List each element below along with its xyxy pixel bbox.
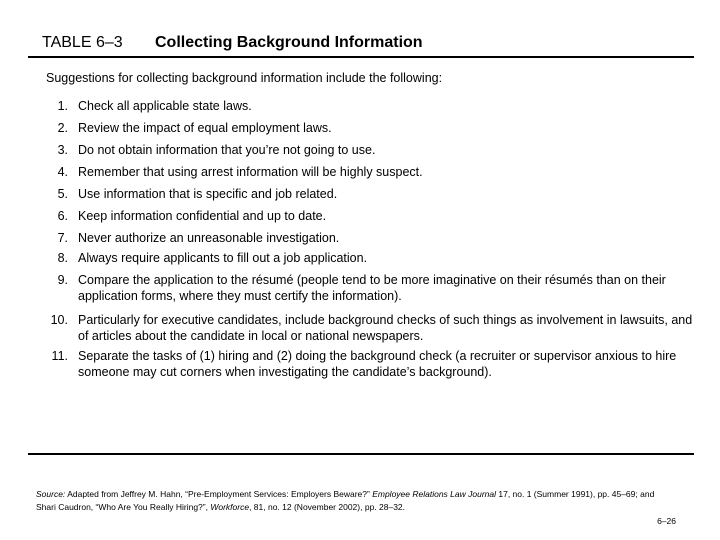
item-text: Separate the tasks of (1) hiring and (2) doing the background check (a recruiter or supervisor anxious to hire someone may cut corners when investigating the candidate’s background). <box>78 349 677 379</box>
item-text: Use information that is specific and job related. <box>78 187 338 201</box>
item-number: 2. <box>57 121 68 135</box>
source-text-3: , 81, no. 12 (November 2002), pp. 28–32. <box>249 502 406 512</box>
item-number: 3. <box>57 143 68 157</box>
item-number: 1. <box>57 99 68 113</box>
intro-text: Suggestions for collecting background information include the following: <box>46 71 443 85</box>
item-text: Compare the application to the résumé (people tend to be more imaginative on their résumés than on their application forms, where they must certify the information). <box>78 273 666 303</box>
item-number: 11. <box>51 349 68 363</box>
bottom-divider <box>28 453 694 455</box>
item-text: Always require applicants to fill out a job application. <box>78 251 368 265</box>
item-text: Check all applicable state laws. <box>78 99 252 113</box>
item-number: 5. <box>57 187 68 201</box>
item-number: 9. <box>57 273 68 287</box>
item-text: Particularly for executive candidates, include background checks of such things as involvement in lawsuits, and of articles about the candidate in local or national newspapers. <box>78 313 693 343</box>
source-journal: Employee Relations Law Journal <box>372 489 496 499</box>
item-text: Remember that using arrest information will be highly suspect. <box>78 165 423 179</box>
item-text: Do not obtain information that you’re not going to use. <box>78 143 376 157</box>
source-text-2: 17, no. 1 (Summer 1991), pp. 45–69; and Shari Caudron, “Who Are You Really Hiring?”, <box>36 489 655 512</box>
item-number: 7. <box>57 231 68 245</box>
table-label: TABLE 6–3 <box>42 34 123 51</box>
source-magazine: Workforce <box>210 502 250 512</box>
top-divider <box>28 56 694 58</box>
item-text: Keep information confidential and up to date. <box>78 209 327 223</box>
source-label: Source: <box>36 489 66 499</box>
source-text-1: Adapted from Jeffrey M. Hahn, “Pre-Employment Services: Employers Beware?” <box>65 489 373 499</box>
item-number: 8. <box>57 251 68 265</box>
item-text: Review the impact of equal employment laws. <box>78 121 332 135</box>
page-number: 6–26 <box>657 516 676 526</box>
item-number: 10. <box>50 313 68 327</box>
item-number: 4. <box>57 165 68 179</box>
item-number: 6. <box>57 209 68 223</box>
item-text: Never authorize an unreasonable investigation. <box>78 231 340 245</box>
source-citation <box>36 488 676 514</box>
table-title: Collecting Background Information <box>155 34 423 51</box>
